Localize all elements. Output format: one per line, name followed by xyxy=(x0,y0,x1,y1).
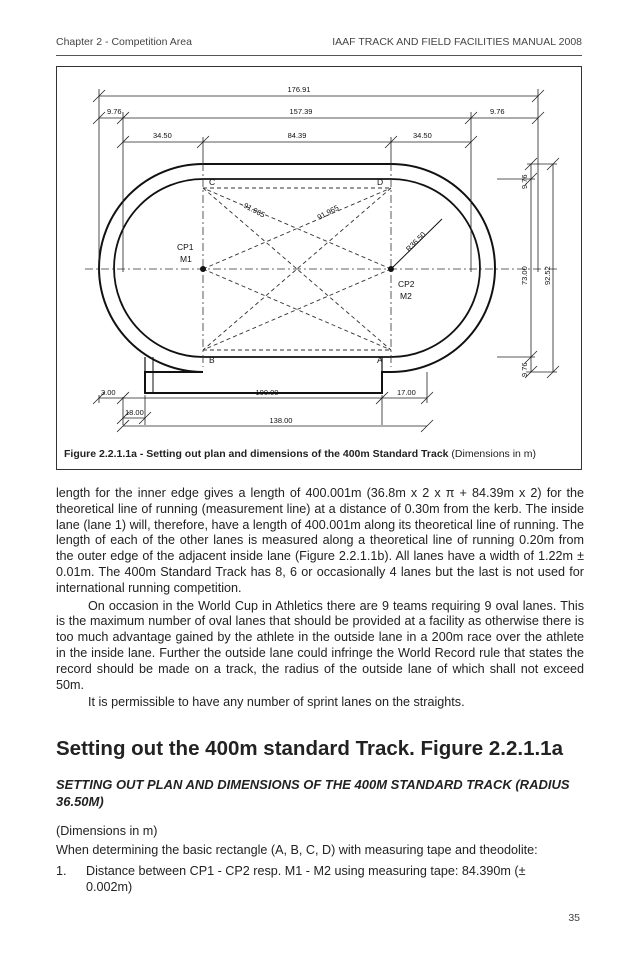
cp1-point xyxy=(200,266,206,272)
list-item-text: Distance between CP1 - CP2 resp. M1 - M2 using measuring tape: 84.390m (± 0.002m) xyxy=(86,864,526,894)
dim-left-end: 9.76 xyxy=(107,107,122,116)
track-outline xyxy=(99,164,495,393)
section-heading: Setting out the 400m standard Track. Figure 2.2.1.1a xyxy=(56,737,563,760)
label-m1: M1 xyxy=(180,254,192,264)
dim-right-total: 92.52 xyxy=(543,266,552,285)
caption-note: (Dimensions in m) xyxy=(448,448,537,460)
header-divider xyxy=(56,55,582,56)
dim-right-end: 9.76 xyxy=(490,107,505,116)
label-d: D xyxy=(377,177,384,187)
dim-bottom-straight: 100.00 xyxy=(255,388,279,397)
dim-right-top: 9.76 xyxy=(520,174,529,189)
label-m2: M2 xyxy=(400,291,412,301)
label-a: A xyxy=(377,355,383,365)
figure-caption xyxy=(64,448,574,461)
dim-bottom-start: 18.00 xyxy=(125,408,144,417)
dim-overall-width: 176.91 xyxy=(287,85,311,94)
dim-right-bottom: 9.76 xyxy=(520,362,529,377)
track-figure xyxy=(56,66,582,470)
dim-diagonal-left: 91.965 xyxy=(242,200,267,220)
dimensions-note: (Dimensions in m) xyxy=(56,824,158,838)
page-number: 35 xyxy=(568,912,580,924)
paragraph-2: On occasion in the World Cup in Athletics there are 9 teams requiring 9 oval lanes. This is the maximum number of oval lanes that should be provided at a facility as otherwise there is too much advantage gained by the athlete in the outside lane in a 200m race over the athlete in the inside lane. Further the outside lane could infringe the World Record rule that states the record should be made on a track, the radius of the outside lane of which shall not exceed 50m. xyxy=(56,598,584,692)
dim-bottom-right: 17.00 xyxy=(397,388,416,397)
body-text xyxy=(56,486,584,711)
dim-bottom-total: 138.00 xyxy=(269,416,293,425)
label-c: C xyxy=(209,177,216,187)
paragraph-3: It is permissible to have any number of sprint lanes on the straights. xyxy=(88,695,465,710)
label-b: B xyxy=(209,355,215,365)
dim-left-radius: 34.50 xyxy=(153,131,172,140)
dim-right-mid: 73.00 xyxy=(520,266,529,285)
cp2-point xyxy=(388,266,394,272)
dim-straight: 84.39 xyxy=(287,131,307,140)
dim-right-radius: 34.50 xyxy=(413,131,432,140)
dim-bottom-left: 3.00 xyxy=(101,388,116,397)
chapter-title: Chapter 2 - Competition Area xyxy=(56,36,192,48)
caption-title: Figure 2.2.1.1a - Setting out plan and dimensions of the 400m Standard Track xyxy=(64,448,449,460)
dim-diagonal-right: 91.965 xyxy=(315,203,341,222)
track-diagram xyxy=(57,67,581,469)
dim-inner-width: 157.39 xyxy=(289,107,313,116)
page-header xyxy=(56,36,582,52)
label-cp2: CP2 xyxy=(398,279,415,289)
label-cp1: CP1 xyxy=(177,242,194,252)
intro-line: When determining the basic rectangle (A, B, C, D) with measuring tape and theodolite: xyxy=(56,843,538,857)
paragraph-1: length for the inner edge gives a length of 400.001m (36.8m x 2 x π + 84.39m x 2) for the theoretical line of running (measurement line) at a distance of 0.30m from the kerb. The inside lane (lane 1) will, therefore, have a length of 400.001m along its theoretical line of running. The length of each of the other lanes is measured along a theoretical line of running 0.20m from the outer edge of the adjacent inside lane (Figure 2.2.1.1b). All lanes have a width of 1.22m ± 0.01m. The 400m Standard Track has 8, 6 or occasionally 4 lanes but the last is not used for international running competition. xyxy=(56,486,584,595)
dim-radius: R36.50 xyxy=(404,229,428,254)
list-item-number: 1. xyxy=(56,864,67,878)
manual-title: IAAF TRACK AND FIELD FACILITIES MANUAL 2008 xyxy=(332,36,582,48)
sub-heading: SETTING OUT PLAN AND DIMENSIONS OF THE 400M STANDARD TRACK (RADIUS 36.50M) xyxy=(56,777,570,809)
